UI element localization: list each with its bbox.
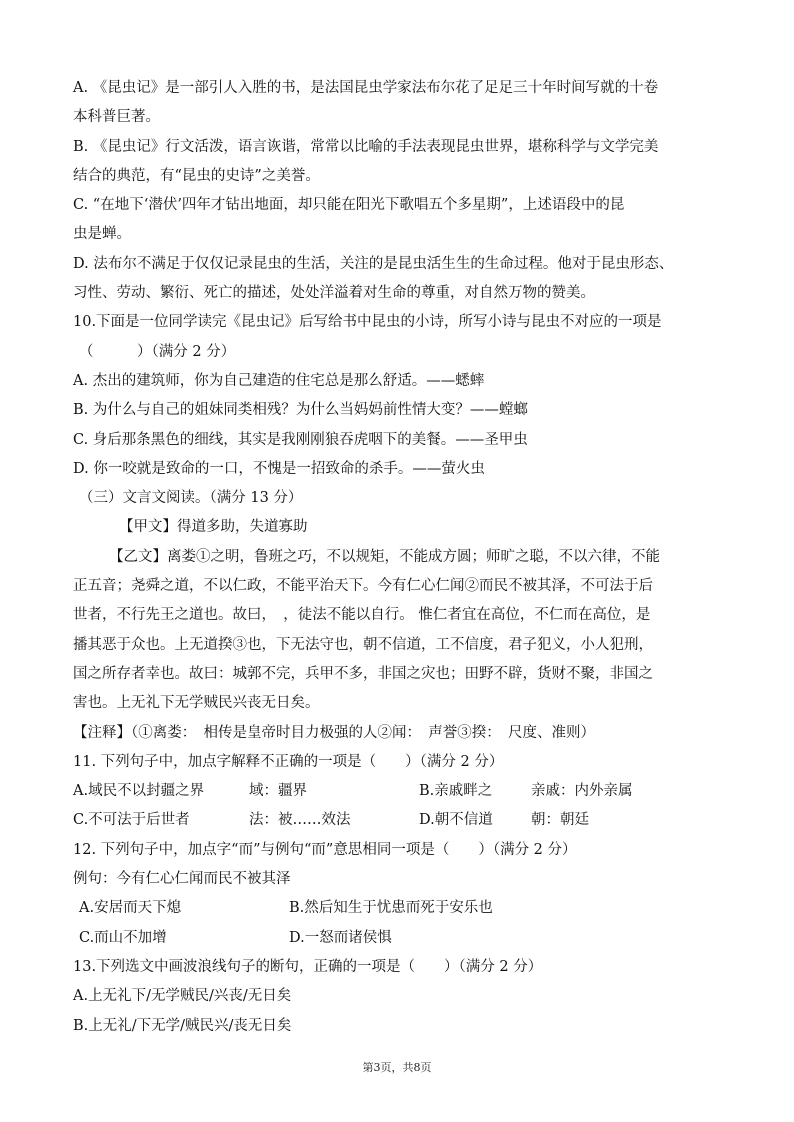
example-sentence: 例句：今有仁心仁闻而民不被其泽 [73, 871, 291, 888]
passage-yi-text: 害也。上无礼下无学贼民兴丧无日矣。 [73, 695, 320, 712]
passage-yi-text: 【乙文】离娄①之明，鲁班之巧，不以规矩，不能成方圆；师旷之聪，不以六律，不能 [109, 548, 660, 565]
q13-option-b: B.上无礼/下无学/贼民兴/丧无日矣 [73, 1017, 292, 1034]
passage-yi-text: 播其恶于众也。上无道揆③也，下无法守也，朝不信道，工不信度，君子犯义，小人犯刑， [73, 636, 653, 653]
option-c: C. 身后那条黑色的细线，其实是我刚刚狼吞虎咽下的美餐。——圣甲虫 [73, 431, 528, 448]
question-13: 13.下列选文中画波浪线句子的断句，正确的一项是（ ）（满分 2 分） [73, 958, 543, 975]
page-number: 第3页，共8页 [362, 1061, 432, 1074]
question-12: 12. 下列句子中，加点字“而”与例句“而”意思相同一项是（ ）（满分 2 分） [73, 841, 577, 858]
passage-yi-text: 正五音；尧舜之道，不以仁政，不能平治天下。今有仁心仁闻②而民不被其泽，不可法于后 [73, 578, 653, 595]
passage-yi-text: 国之所存者幸也。故曰：城郭不完，兵甲不多，非国之灾也；田野不辟，货财不聚，非国之 [73, 665, 653, 682]
q12-option-d: D.一怒而诸侯惧 [289, 929, 392, 946]
q12-option-a: A.安居而天下熄 [79, 900, 182, 917]
passage-jia-title: 【甲文】得道多助，失道寡助 [119, 519, 308, 536]
annotation-note: 【注释】（①离娄： 相传是皇帝时目力极强的人②闻： 声誉③揆： 尺度、准则） [73, 724, 595, 741]
question-11: 11. 下列句子中，加点字解释不正确的一项是（ ）（满分 2 分） [73, 753, 504, 770]
option-a: A. 杰出的建筑师，你为自己建造的住宅总是那么舒适。——蟋蟀 [73, 372, 485, 389]
q12-options-row [73, 924, 723, 953]
q11-options-row [73, 806, 723, 835]
q12-option-b: B.然后知生于忧患而死于安乐也 [289, 900, 493, 917]
answer-blank: （ ）（满分 2 分） [79, 343, 236, 360]
q11-option-d-gloss: 朝：朝廷 [531, 812, 589, 829]
document-body [73, 74, 723, 1041]
section-heading: （三）文言文阅读。（满分 13 分） [79, 490, 303, 507]
text-line: C. “在地下‘潜伏’四年才钻出地面，却只能在阳光下歌唱五个多星期”，上述语段中的昆 [73, 197, 625, 214]
q11-option-d: D.朝不信道 [419, 812, 493, 829]
q11-option-b: B.亲戚畔之 [419, 783, 493, 800]
passage-yi-text: 世者，不行先王之道也。故曰， ，徒法不能以自行。 惟仁者宜在高位，不仁而在高位，是 [73, 607, 651, 624]
q11-options-row [73, 777, 723, 806]
option-d: D. 你一咬就是致命的一口，不愧是一招致命的杀手。——萤火虫 [73, 460, 485, 477]
text-line: 本科普巨著。 [73, 109, 160, 126]
q13-option-a: A.上无礼下/无学贼民/兴丧/无日矣 [73, 988, 292, 1005]
text-line: 结合的典范，有“昆虫的史诗”之美誉。 [73, 167, 320, 184]
text-line: 虫是蝉。 [73, 226, 131, 243]
q12-options-row [73, 894, 723, 923]
q11-option-c: C.不可法于后世者 [73, 812, 190, 829]
text-line: 习性、劳动、繁衍、死亡的描述，处处洋溢着对生命的尊重，对自然万物的赞美。 [73, 285, 595, 302]
q12-option-c: C.而山不加增 [79, 929, 167, 946]
text-line: B. 《昆虫记》行文活泼，语言诙谐，常常以比喻的手法表现昆虫世界，堪称科学与文学完美 [73, 138, 659, 155]
option-b: B. 为什么与自己的姐妹同类相残？为什么当妈妈前性情大变？——螳螂 [73, 402, 528, 419]
text-line: D. 法布尔不满足于仅仅记录昆虫的生活，关注的是昆虫活生生的生命过程。他对于昆虫形态、 [73, 255, 674, 272]
text-line: A. 《昆虫记》是一部引人入胜的书，是法国昆虫学家法布尔花了足足三十年时间写就的十卷 [73, 80, 659, 96]
q11-option-b-gloss: 亲戚：内外亲属 [531, 783, 633, 800]
q11-option-c-gloss: 法：被……效法 [249, 812, 351, 829]
question-10: 10.下面是一位同学读完《昆虫记》后写给书中昆虫的小诗，所写小诗与昆虫不对应的一项是 [73, 314, 662, 331]
q11-option-a: A.域民不以封疆之界 [73, 783, 205, 800]
q11-option-a-gloss: 域：疆界 [249, 783, 307, 800]
